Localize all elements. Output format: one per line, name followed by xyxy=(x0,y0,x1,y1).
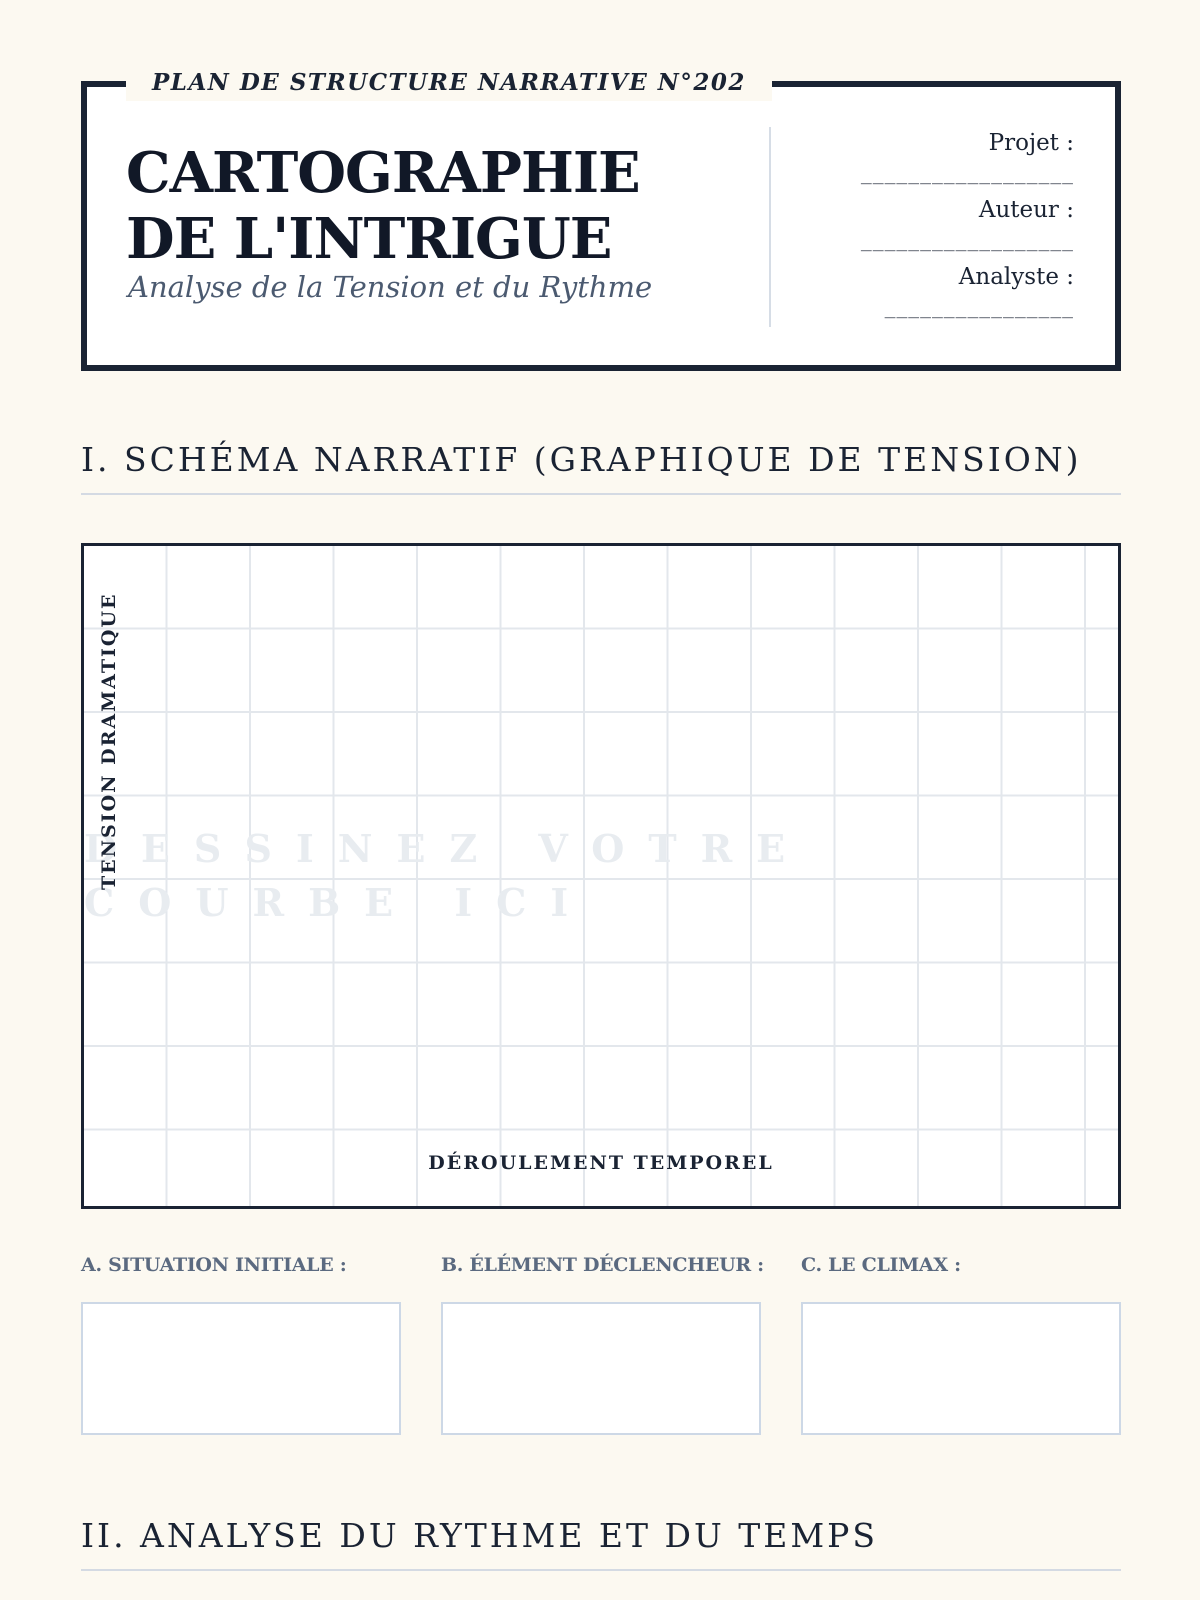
section-2-title: II. ANALYSE DU RYTHME ET DU TEMPS xyxy=(81,1516,1121,1571)
project-field-line[interactable]: __________________ xyxy=(860,164,1074,185)
x-axis-label: DÉROULEMENT TEMPOREL xyxy=(428,1152,774,1174)
author-field[interactable] xyxy=(780,191,1074,258)
initial-situation-box[interactable] xyxy=(81,1302,401,1435)
project-field-label: Projet : xyxy=(988,130,1074,156)
page-title: CARTOGRAPHIE DE L'INTRIGUE xyxy=(126,140,640,272)
page-subtitle: Analyse de la Tension et du Rythme xyxy=(128,270,653,304)
climax-label: C. LE CLIMAX : xyxy=(801,1254,961,1276)
initial-situation-field xyxy=(81,1250,401,1435)
analyst-field-line[interactable]: ________________ xyxy=(884,298,1074,319)
author-field-line[interactable]: __________________ xyxy=(860,231,1074,252)
inciting-incident-field xyxy=(441,1250,764,1435)
metadata-fields xyxy=(780,124,1074,325)
analyst-field-label: Analyste : xyxy=(958,264,1074,290)
inciting-incident-label: B. ÉLÉMENT DÉCLENCHEUR : xyxy=(441,1254,764,1276)
y-axis-label-text: TENSION DRAMATIQUE xyxy=(98,592,120,890)
inciting-incident-box[interactable] xyxy=(441,1302,761,1435)
climax-field xyxy=(801,1250,1121,1435)
analyst-field[interactable] xyxy=(780,258,1074,325)
climax-box[interactable] xyxy=(801,1302,1121,1435)
document-tag: PLAN DE STRUCTURE NARRATIVE N°202 xyxy=(126,65,772,101)
initial-situation-label: A. SITUATION INITIALE : xyxy=(81,1254,347,1276)
chart-placeholder-text: DESSINEZ VOTRE COURBE ICI xyxy=(84,826,810,925)
section-1-title: I. SCHÉMA NARRATIF (GRAPHIQUE DE TENSION) xyxy=(81,440,1121,495)
tension-chart-grid[interactable] xyxy=(81,543,1121,1209)
header-divider xyxy=(769,127,771,327)
project-field[interactable] xyxy=(780,124,1074,191)
author-field-label: Auteur : xyxy=(978,197,1074,223)
